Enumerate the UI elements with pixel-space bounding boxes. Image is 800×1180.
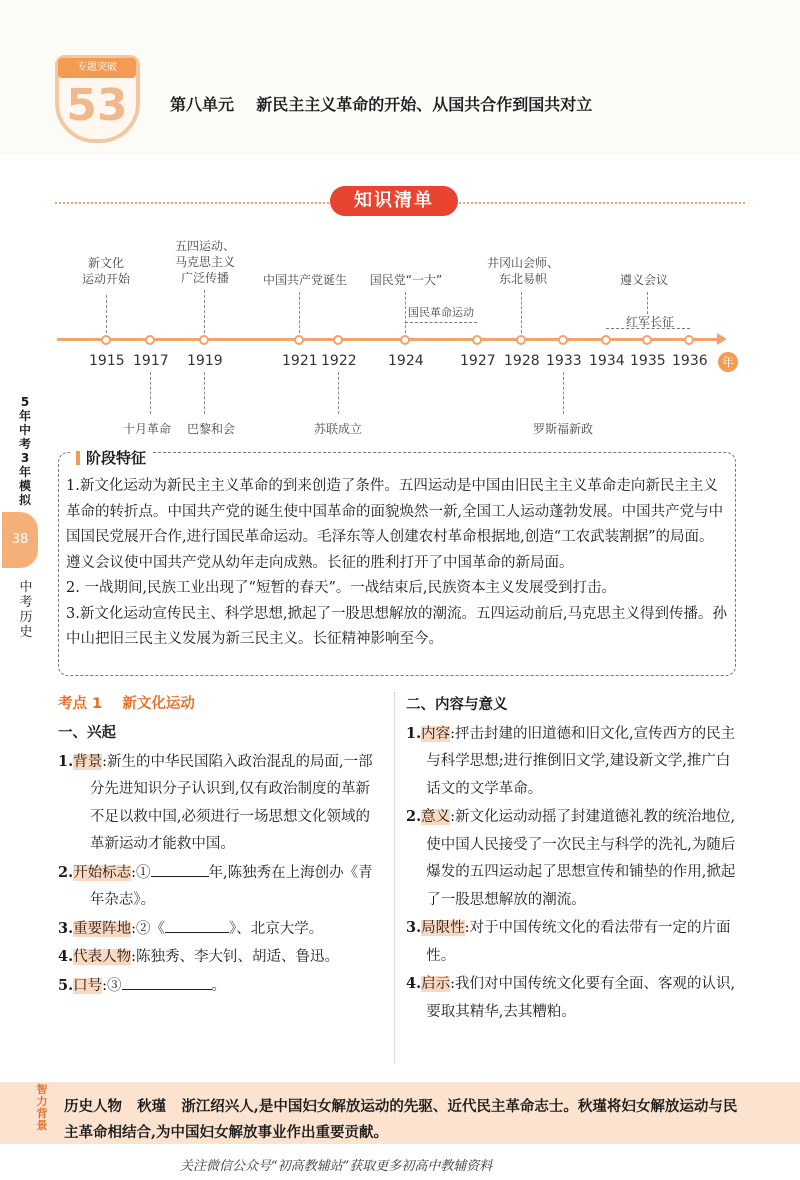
timeline-dot — [516, 335, 526, 345]
event-connector — [563, 372, 564, 414]
background-note-tag: 智力背景 — [36, 1083, 48, 1132]
timeline-dot — [642, 335, 652, 345]
timeline-year: 1934 — [589, 353, 625, 369]
timeline-dot — [101, 335, 111, 345]
event-connector — [647, 292, 648, 314]
item-start-mark: 2.开始标志:① 年,陈独秀在上海创办《青年杂志》。 — [58, 863, 373, 908]
event-new-culture: 新文化 运动开始 — [81, 256, 130, 286]
left-column — [58, 720, 384, 1000]
timeline-dot — [145, 335, 155, 345]
event-zunyi: 遵义会议 — [619, 273, 668, 287]
timeline-unit: 年 — [718, 352, 738, 372]
item-figures: 4.代表人物:陈独秀、李大钊、胡适、鲁迅。 — [58, 948, 340, 965]
column-divider — [394, 692, 395, 1064]
event-cpc-founding: 中国共产党诞生 — [262, 273, 347, 287]
subject-label: 中考历史 — [19, 580, 33, 640]
unit-title: 第八单元 新民主主义革命的开始、从国共合作到国共对立 — [170, 95, 593, 114]
event-paris-conference: 巴黎和会 — [186, 422, 235, 436]
event-connector — [106, 295, 107, 333]
timeline-year: 1924 — [388, 353, 424, 369]
timeline-dot — [294, 335, 304, 345]
stage-features-body — [66, 474, 728, 653]
series-name: 5年中考3年模拟 — [18, 395, 31, 507]
timeline-dot — [199, 335, 209, 345]
timeline-dot — [601, 335, 611, 345]
range-label: 国民革命运动 — [408, 306, 474, 319]
page-number: 38 — [2, 512, 38, 568]
event-connector — [299, 292, 300, 333]
timeline-year: 1928 — [504, 353, 540, 369]
section-banner: 知识清单 — [330, 186, 458, 216]
section-heading: 二、内容与意义 — [406, 697, 508, 713]
timeline-year: 1935 — [630, 353, 666, 369]
timeline-year: 1919 — [187, 353, 223, 369]
timeline-year: 1936 — [672, 353, 708, 369]
timeline-dot — [333, 335, 343, 345]
item-insight: 4.启示:我们对中国传统文化要有全面、客观的认识,要取其精华,去其糟粕。 — [406, 975, 736, 1020]
item-content: 1.内容:抨击封建的旧道德和旧文化,宣传西方的民主与科学思想;进行推倒旧文学,建设新文学,推广白话文的文学革命。 — [406, 724, 736, 797]
kaodian-title: 考点 1 新文化运动 — [58, 696, 195, 712]
item-significance: 2.意义:新文化运动动摇了封建道德礼教的统治地位,使中国人民接受了一次民主与科学的洗礼,为随后爆发的五四运动起了思想宣传和铺垫的作用,掀起了一股思想解放的潮流。 — [406, 808, 736, 908]
answer-blank[interactable] — [151, 876, 209, 877]
logo-tag: 专题突破 — [58, 58, 136, 78]
event-new-deal: 罗斯福新政 — [532, 422, 593, 436]
event-connector — [204, 372, 205, 414]
item-base: 3.重要阵地:②《 》、北京大学。 — [58, 919, 324, 937]
timeline-year: 1915 — [89, 353, 125, 369]
range-national-revolution — [405, 322, 477, 323]
answer-blank[interactable] — [165, 932, 229, 933]
timeline-dot — [684, 335, 694, 345]
timeline-axis — [57, 338, 719, 341]
event-may-fourth: 五四运动、 马克思主义 广泛传播 — [174, 239, 235, 285]
stage-paragraph: 2. 一战期间,民族工业出现了“短暂的春天”。一战结束后,民族资本主义发展受到打击。 — [66, 580, 616, 596]
event-connector — [338, 372, 339, 414]
range-label: 红军长征 — [625, 315, 674, 329]
stage-paragraph: 1.新文化运动为新民主主义革命的到来创造了条件。五四运动是中国由旧民主主义革命走向新民主主义革命的转折点。中国共产党的诞生使中国革命的面貌焕然一新,全国工人运动蓬勃发展。中国共产党与中国国民党展开合作,进行国民革命运动。毛泽东等人创建农村革命根据地,创造“工农武装割据”的局面。遵义会议使中国共产党从幼年走向成熟。长征的胜利打开了中国革命的新局面。 — [66, 478, 724, 571]
section-heading: 一、兴起 — [58, 725, 116, 741]
event-kmt-congress: 国民党“一大” — [369, 273, 443, 287]
logo-number: 53 — [66, 80, 128, 131]
timeline-arrow-icon — [717, 333, 727, 345]
background-note-text: 历史人物 秋瑾 浙江绍兴人,是中国妇女解放运动的先驱、近代民主革命志士。秋瑾将妇女解放运动与民主革命相结合,为中国妇女解放事业作出重要贡献。 — [64, 1098, 738, 1141]
stage-features-title: 阶段特征 — [70, 447, 152, 468]
timeline-year: 1921 — [282, 353, 318, 369]
timeline-year: 1933 — [546, 353, 582, 369]
item-limitation: 3.局限性:对于中国传统文化的看法带有一定的片面性。 — [406, 919, 731, 964]
right-column — [406, 692, 742, 1026]
timeline-year: 1922 — [321, 353, 357, 369]
timeline-year: 1917 — [133, 353, 169, 369]
timeline-year: 1927 — [460, 353, 496, 369]
event-connector — [521, 292, 522, 333]
event-jinggangshan: 井冈山会师、 东北易帜 — [486, 256, 559, 286]
timeline-dot — [558, 335, 568, 345]
event-october-revolution: 十月革命 — [122, 422, 171, 436]
event-connector — [150, 372, 151, 414]
event-ussr-founded: 苏联成立 — [313, 422, 362, 436]
promo-line: 关注微信公众号“初高教辅站”获取更多初高中教辅资料 — [180, 1159, 493, 1174]
event-connector — [204, 290, 205, 333]
item-background: 1.背景:新生的中华民国陷入政治混乱的局面,一部分先进知识分子认识到,仅有政治制度的革新不足以救中国,必须进行一场思想文化领域的革新运动才能救中国。 — [58, 752, 373, 852]
timeline-dot — [472, 335, 482, 345]
stage-paragraph: 3.新文化运动宣传民主、科学思想,掀起了一股思想解放的潮流。五四运动前后,马克思主义得到传播。孙中山把旧三民主义发展为新三民主义。长征精神影响至今。 — [66, 605, 728, 647]
timeline-dot — [400, 335, 410, 345]
answer-blank[interactable] — [122, 989, 212, 990]
item-slogan: 5.口号:③ 。 — [58, 976, 227, 994]
